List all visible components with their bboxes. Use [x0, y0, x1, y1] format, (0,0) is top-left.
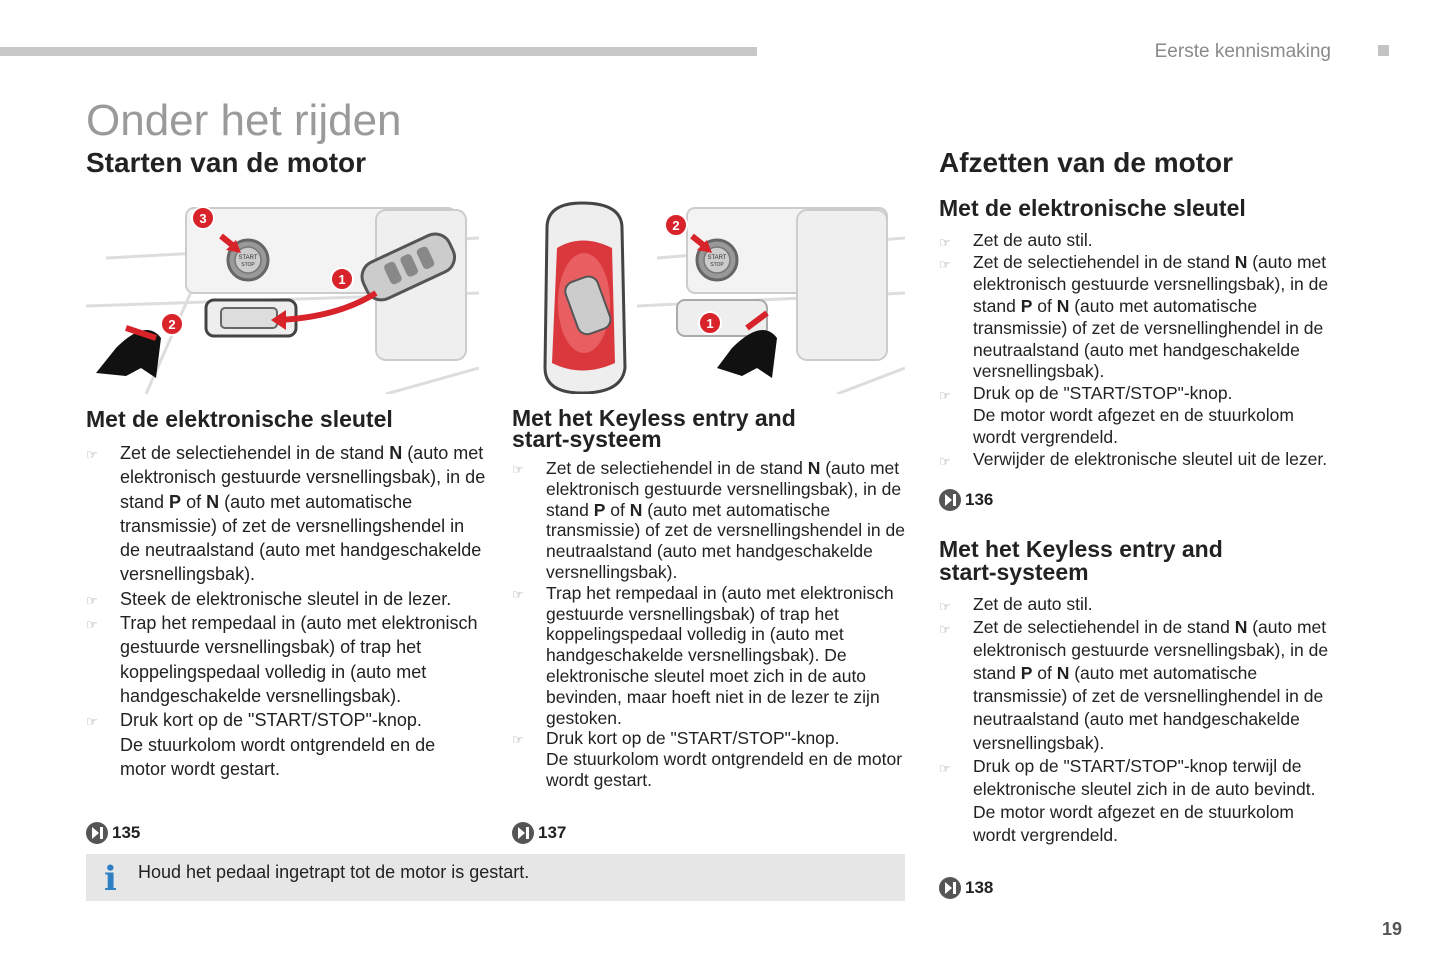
header-bar	[0, 47, 757, 56]
start-stop-label-k: START	[707, 255, 727, 261]
col1-item-text: Trap het rempedaal in (auto met elektronisch gestuurde versnellingsbak) of trap het koppelingspedaal volledig in (auto met handgeschakelde versnellingsbak).	[120, 613, 478, 706]
hand-pointer-icon: ☞	[939, 454, 951, 470]
col4-item	[939, 755, 1339, 847]
start-stop-label-k2: STOP	[710, 262, 724, 268]
col2-item-text: Druk kort op de "START/STOP"-knop. De stuurkolom wordt ontgrendeld en de motor wordt gestart.	[546, 728, 903, 790]
callout-2-k: 2	[672, 218, 680, 233]
col3-item	[939, 449, 1339, 471]
right-sub2-heading-line2: start-systeem	[939, 559, 1089, 585]
callout-3: 3	[199, 211, 207, 226]
col3-item	[939, 230, 1339, 252]
col2-list	[512, 458, 907, 791]
hand-pointer-icon: ☞	[512, 586, 524, 602]
col1-item	[86, 441, 486, 587]
starten-heading: Starten van de motor	[86, 147, 367, 178]
info-text: Houd het pedaal ingetrapt tot de motor is gestart.	[138, 862, 530, 882]
col4-item-text: Druk op de "START/STOP"-knop terwijl de elektronische sleutel zich in de auto bevindt. De motor wordt afgezet en de stuurkolom wordt vergrendeld.	[973, 755, 1316, 845]
hand-pointer-icon: ☞	[939, 388, 951, 404]
info-icon: i	[104, 859, 117, 899]
col4-list	[939, 593, 1339, 847]
col1-item	[86, 587, 486, 611]
page-ref-icon	[939, 489, 961, 511]
right-sub2-heading	[939, 538, 1223, 584]
section-label: Eerste kennismaking	[1154, 41, 1331, 62]
right-sub2-heading-line1: Met het Keyless entry and	[939, 536, 1223, 562]
col2-heading	[512, 405, 796, 452]
start-illustration-keyless	[537, 198, 905, 394]
hand-pointer-icon: ☞	[939, 235, 951, 250]
col1-item	[86, 708, 486, 781]
col3-ref[interactable]	[939, 489, 993, 511]
col2-heading-line2: start-systeem	[512, 426, 662, 452]
col1-ref-number: 135	[112, 823, 141, 842]
start-illustration-key	[86, 198, 479, 394]
col3-list	[939, 230, 1339, 471]
start-stop-label: START	[238, 255, 258, 261]
hand-pointer-icon: ☞	[86, 714, 98, 730]
col3-item	[939, 383, 1339, 449]
col2-ref-number: 137	[538, 823, 567, 842]
col1-item-text: Steek de elektronische sleutel in de lezer.	[120, 588, 452, 609]
hand-pointer-icon: ☞	[939, 622, 951, 638]
col1-ref[interactable]	[86, 822, 140, 844]
col3-item-text: Zet de selectiehendel in de stand N (auto met elektronisch gestuurde versnellingsbak), in de stand P of N (auto met automatische transmissie) of zet de versnellinghendel in de neutraalstand (auto met handgeschakelde versnellingsbak).	[973, 251, 1329, 382]
col2-heading-line1: Met het Keyless entry and	[512, 405, 796, 431]
hand-pointer-icon: ☞	[512, 732, 524, 748]
col1-item-text: Zet de selectiehendel in de stand N (auto met elektronisch gestuurde versnellingsbak), in de stand P of N (auto met automatische transmissie) of zet de versnellingshendel in de neutraalstand (auto met handgeschakelde versnellingsbak).	[120, 443, 486, 585]
page-title: Onder het rijden	[86, 96, 402, 145]
callout-1-k: 1	[706, 316, 714, 331]
hand-pointer-icon: ☞	[86, 447, 98, 462]
col3-ref-number: 136	[965, 490, 994, 509]
right-sub1-heading: Met de elektronische sleutel	[939, 195, 1246, 221]
hand-pointer-icon: ☞	[939, 760, 951, 776]
hand-pointer-icon: ☞	[939, 256, 951, 272]
callout-1: 1	[338, 272, 346, 287]
page-number: 19	[1382, 919, 1403, 939]
col4-ref[interactable]	[939, 877, 993, 899]
section-marker	[1378, 45, 1389, 56]
info-box	[86, 854, 905, 901]
col2-item	[512, 583, 907, 729]
col4-item	[939, 616, 1339, 755]
col4-ref-number: 138	[965, 878, 994, 897]
col3-item-text: Verwijder de elektronische sleutel uit de lezer.	[973, 449, 1328, 470]
col3-item-text: Zet de auto stil.	[973, 230, 1093, 250]
page-ref-icon	[512, 822, 534, 844]
col4-item-text: Zet de auto stil.	[973, 594, 1093, 614]
hand-pointer-icon: ☞	[86, 592, 98, 608]
col1-item	[86, 611, 486, 708]
hand-pointer-icon: ☞	[86, 617, 98, 633]
page-ref-icon	[939, 877, 961, 899]
col1-list	[86, 441, 486, 781]
col2-item-text: Zet de selectiehendel in de stand N (auto met elektronisch gestuurde versnellingsbak), in de stand P of N (auto met automatische transmissie) of zet de versnellingshendel in de neutraalstand (auto met handgeschakelde versnellingsbak).	[546, 458, 905, 582]
col2-item	[512, 458, 907, 583]
col1-item-text: Druk kort op de "START/STOP"-knop. De stuurkolom wordt ontgrendeld en de motor wordt gestart.	[120, 710, 436, 779]
col2-item-text: Trap het rempedaal in (auto met elektronisch gestuurde versnellingsbak) of trap het koppelingspedaal volledig in (auto met handgeschakelde versnellingsbak). De elektronische sleutel moet zich in de auto bevinden, maar hoeft niet in de lezer te zijn gestoken.	[546, 582, 894, 728]
col1-heading: Met de elektronische sleutel	[86, 406, 393, 432]
start-stop-label-2: STOP	[241, 262, 255, 268]
hand-pointer-icon: ☞	[512, 462, 524, 477]
afzetten-heading: Afzetten van de motor	[939, 147, 1234, 178]
col3-item-text: Druk op de "START/STOP"-knop. De motor wordt afgezet en de stuurkolom wordt vergrendeld.	[973, 383, 1294, 448]
col4-item	[939, 593, 1339, 616]
col3-item	[939, 252, 1339, 383]
page-ref-icon	[86, 822, 108, 844]
col2-ref[interactable]	[512, 822, 566, 844]
callout-2: 2	[168, 317, 176, 332]
hand-pointer-icon: ☞	[939, 599, 951, 614]
col2-item	[512, 728, 907, 790]
col4-item-text: Zet de selectiehendel in de stand N (auto met elektronisch gestuurde versnellingsbak), in de stand P of N (auto met automatische transmissie) of zet de versnellinghendel in de neutraalstand (auto met handgeschakelde versnellingsbak).	[973, 617, 1329, 753]
